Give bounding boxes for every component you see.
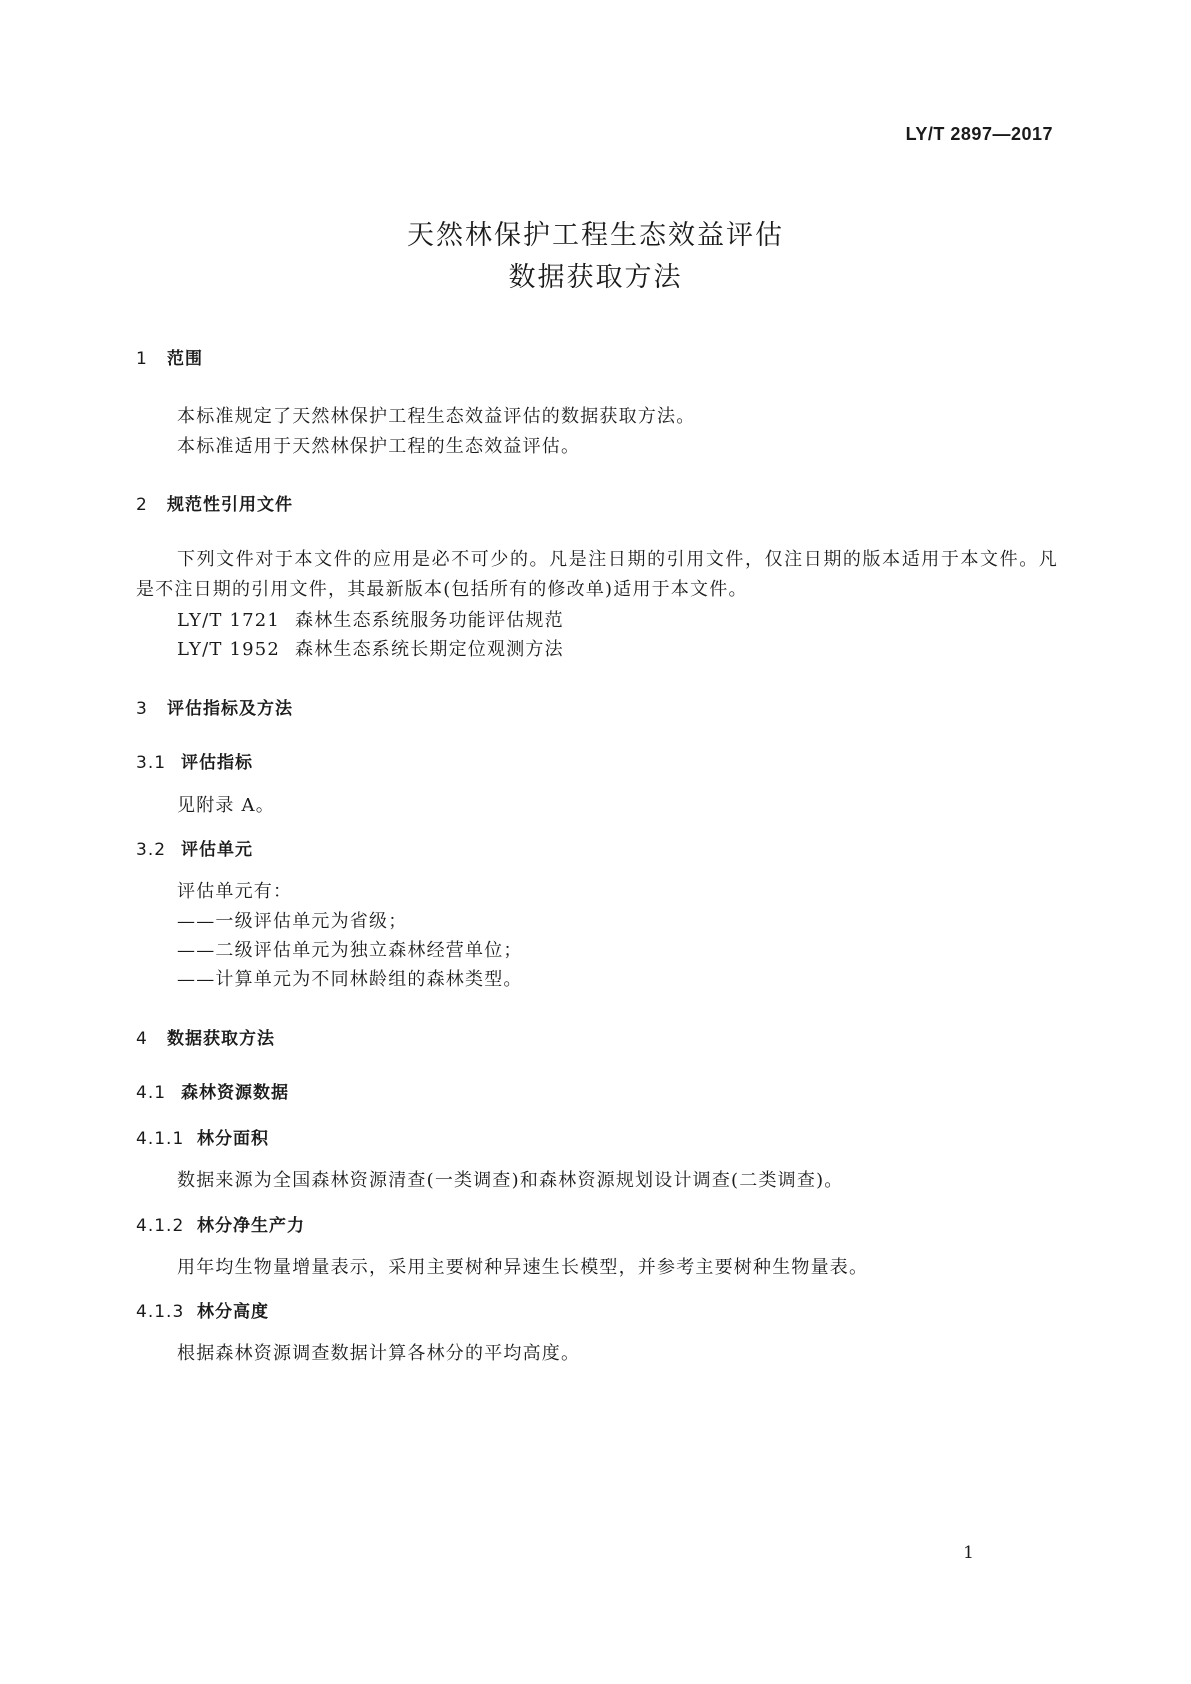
reference-title: 森林生态系统服务功能评估规范 (295, 610, 564, 631)
normative-reference (177, 635, 564, 661)
section-3-heading (136, 694, 293, 719)
section-title: 林分面积 (197, 1129, 269, 1149)
standard-code: LY/T 2897—2017 (905, 124, 1053, 144)
reference-code: LY/T 1721 (177, 610, 281, 631)
reference-code: LY/T 1952 (177, 639, 281, 660)
paragraph: 本标准适用于天然林保护工程的生态效益评估。 (177, 436, 581, 457)
section-number: 3 (136, 699, 148, 719)
document-title-line-1: 天然林保护工程生态效益评估 (407, 220, 784, 251)
page-number: 1 (963, 1543, 974, 1563)
section-number: 2 (136, 495, 148, 515)
list-item: ——二级评估单元为独立森林经营单位； (177, 940, 523, 961)
list-item: ——一级评估单元为省级； (177, 911, 408, 932)
section-3-1-heading (136, 748, 253, 773)
section-4-1-1-heading (136, 1124, 269, 1149)
section-title: 林分净生产力 (197, 1216, 305, 1236)
section-number: 4.1 (136, 1083, 167, 1103)
section-3-2-heading (136, 835, 253, 860)
section-number: 4 (136, 1029, 148, 1049)
paragraph: 见附录 A。 (177, 795, 275, 816)
section-title: 评估指标 (181, 753, 253, 773)
section-2-heading (136, 490, 293, 515)
section-4-1-3-heading (136, 1297, 269, 1322)
paragraph: 评估单元有： (177, 881, 293, 902)
section-title: 评估指标及方法 (167, 699, 293, 719)
paragraph: 数据来源为全国森林资源清查(一类调查)和森林资源规划设计调查(二类调查)。 (177, 1170, 844, 1191)
section-number: 4.1.2 (136, 1216, 185, 1236)
document-title-line-2: 数据获取方法 (508, 262, 683, 293)
section-4-1-2-heading (136, 1211, 305, 1236)
paragraph: 用年均生物量增量表示，采用主要树种异速生长模型，并参考主要树种生物量表。 (177, 1257, 869, 1278)
section-number: 3.1 (136, 753, 167, 773)
section-title: 规范性引用文件 (167, 495, 293, 515)
section-4-1-heading (136, 1078, 289, 1103)
section-title: 林分高度 (197, 1302, 269, 1322)
section-number: 1 (136, 349, 148, 369)
reference-title: 森林生态系统长期定位观测方法 (295, 639, 564, 660)
paragraph: 本标准规定了天然林保护工程生态效益评估的数据获取方法。 (177, 406, 696, 427)
section-number: 4.1.1 (136, 1129, 185, 1149)
normative-reference (177, 606, 564, 632)
section-title: 数据获取方法 (167, 1029, 275, 1049)
section-number: 4.1.3 (136, 1302, 185, 1322)
section-title: 范围 (167, 349, 203, 369)
list-item: ——计算单元为不同林龄组的森林类型。 (177, 969, 523, 990)
section-title: 森林资源数据 (181, 1083, 289, 1103)
section-number: 3.2 (136, 840, 167, 860)
paragraph: 根据森林资源调查数据计算各林分的平均高度。 (177, 1343, 581, 1364)
section-4-heading (136, 1024, 275, 1049)
section-1-heading (136, 344, 203, 369)
section-title: 评估单元 (181, 840, 253, 860)
paragraph: 下列文件对于本文件的应用是必不可少的。凡是注日期的引用文件，仅注日期的版本适用于本文件。凡是不注日期的引用文件，其最新版本(包括所有的修改单)适用于本文件。 (136, 549, 1058, 600)
